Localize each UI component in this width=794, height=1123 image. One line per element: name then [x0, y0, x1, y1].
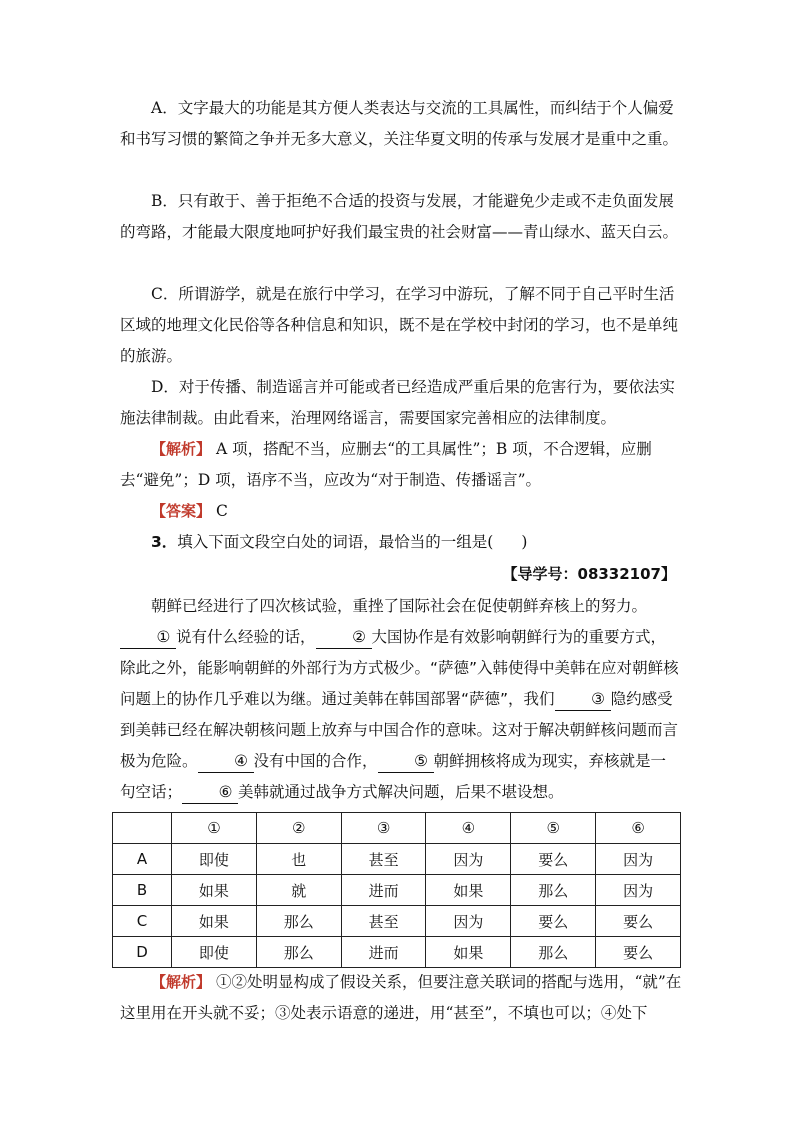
- blank-3: ③: [555, 688, 611, 711]
- passage-text: 美韩就通过战争方式解决问题，后果不堪设想。: [238, 783, 564, 801]
- table-cell: 甚至: [341, 844, 426, 875]
- table-row: [113, 844, 681, 875]
- guide-number: 【导学号：08332107】: [502, 565, 676, 583]
- table-cell: 如果: [426, 937, 511, 968]
- table-cell: 那么: [511, 875, 596, 906]
- option-c: C．所谓游学，就是在旅行中学习，在学习中游玩，了解不同于自己平时生活区域的地理文化民俗等各种信息和知识，既不是在学校中封闭的学习，也不是单纯的旅游。: [120, 285, 679, 365]
- table-cell: 要么: [596, 937, 681, 968]
- table-cell: 如果: [172, 875, 257, 906]
- table-cell: 要么: [511, 906, 596, 937]
- table-cell: C: [113, 906, 172, 937]
- analysis-text: A 项，搭配不当，应删去“的工具属性”；B 项，不合逻辑，应删去“避免”；D 项，语序不当，应改为“对于制造、传播谣言”。: [120, 440, 652, 489]
- question-3: [120, 527, 680, 558]
- table-cell: 即使: [172, 937, 257, 968]
- table-cell: ④: [426, 813, 511, 844]
- table-cell: ⑤: [511, 813, 596, 844]
- table-cell: 甚至: [341, 906, 426, 937]
- passage: [120, 591, 680, 808]
- table-cell: B: [113, 875, 172, 906]
- option-a: A．文字最大的功能是其方便人类表达与交流的工具属性，而纠结于个人偏爱和书写习惯的繁简之争并无多大意义，关注华夏文明的传承与发展才是重中之重。: [120, 99, 679, 148]
- answer-label: 【答案】: [151, 502, 212, 520]
- table-cell: ③: [341, 813, 426, 844]
- passage-text: 说有什么经验的话，: [176, 628, 316, 646]
- table-cell: 因为: [596, 875, 681, 906]
- analysis-2: [120, 967, 682, 1029]
- table-cell: 因为: [426, 906, 511, 937]
- table-row: [113, 937, 681, 968]
- options-table: [112, 812, 681, 968]
- passage-text: 隐约感受到美韩已经在解决朝核问题上放弃与中国合作的意味。这对于解决朝鲜核问题而言极为危险。: [120, 690, 679, 770]
- table-cell: 那么: [256, 937, 341, 968]
- table-cell: ①: [172, 813, 257, 844]
- table-cell: 也: [256, 844, 341, 875]
- blank-4: ④: [198, 750, 254, 773]
- table-row: [113, 875, 681, 906]
- option-d: D．对于传播、制造谣言并可能或者已经造成严重后果的危害行为，要依法实施法律制裁。由此看来，治理网络谣言，需要国家完善相应的法律制度。: [120, 378, 675, 427]
- answer-line: [120, 496, 680, 527]
- table-cell: 那么: [511, 937, 596, 968]
- question-stem: 填入下面文段空白处的词语，最恰当的一组是(: [177, 533, 494, 551]
- table-cell: [113, 813, 172, 844]
- option-b: B．只有敢于、善于拒绝不合适的投资与发展，才能避免少走或不走负面发展的弯路，才能最大限度地呵护好我们最宝贵的社会财富——青山绿水、蓝天白云。: [120, 192, 679, 241]
- analysis-text: ①②处明显构成了假设关系，但要注意关联词的搭配与选用，“就”在这里用在开头就不妥；③处表示语意的递进，用“甚至”，不填也可以；④处下: [120, 973, 682, 1022]
- table-cell: 进而: [341, 875, 426, 906]
- passage-text: 朝鲜拥核将成为现实，弃核就是一句空话；: [120, 752, 667, 801]
- table-cell: ⑥: [596, 813, 681, 844]
- blank-2: ②: [316, 626, 372, 649]
- analysis-1: [120, 434, 680, 496]
- table-cell: 因为: [596, 844, 681, 875]
- table-header-row: [113, 813, 681, 844]
- table-cell: 如果: [426, 875, 511, 906]
- passage-text: 大国协作是有效影响朝鲜行为的重要方式，除此之外，能影响朝鲜的外部行为方式极少。“萨德”入韩使得中美韩在应对朝鲜核问题上的协作几乎难以为继。通过美韩在韩国部署“萨德”，我们: [120, 628, 679, 708]
- table-cell: A: [113, 844, 172, 875]
- table-row: [113, 906, 681, 937]
- table-cell: 就: [256, 875, 341, 906]
- table-cell: ②: [256, 813, 341, 844]
- table-cell: 要么: [596, 906, 681, 937]
- passage-text: 朝鲜已经进行了四次核试验，重挫了国际社会在促使朝鲜弃核上的努力。: [151, 597, 648, 615]
- blank-6: ⑥: [182, 781, 238, 804]
- blank-1: ①: [120, 626, 176, 649]
- table-cell: 即使: [172, 844, 257, 875]
- answer-value: C: [211, 502, 228, 520]
- blank-5: ⑤: [378, 750, 434, 773]
- question-close-paren: ): [521, 533, 528, 551]
- passage-text: 没有中国的合作，: [253, 752, 378, 770]
- question-number: 3．: [151, 533, 178, 551]
- table-cell: 那么: [256, 906, 341, 937]
- analysis-label: 【解析】: [151, 973, 212, 991]
- table-cell: 如果: [172, 906, 257, 937]
- table-cell: 因为: [426, 844, 511, 875]
- table-cell: 要么: [511, 844, 596, 875]
- table-cell: D: [113, 937, 172, 968]
- analysis-label: 【解析】: [151, 440, 212, 458]
- table-cell: 进而: [341, 937, 426, 968]
